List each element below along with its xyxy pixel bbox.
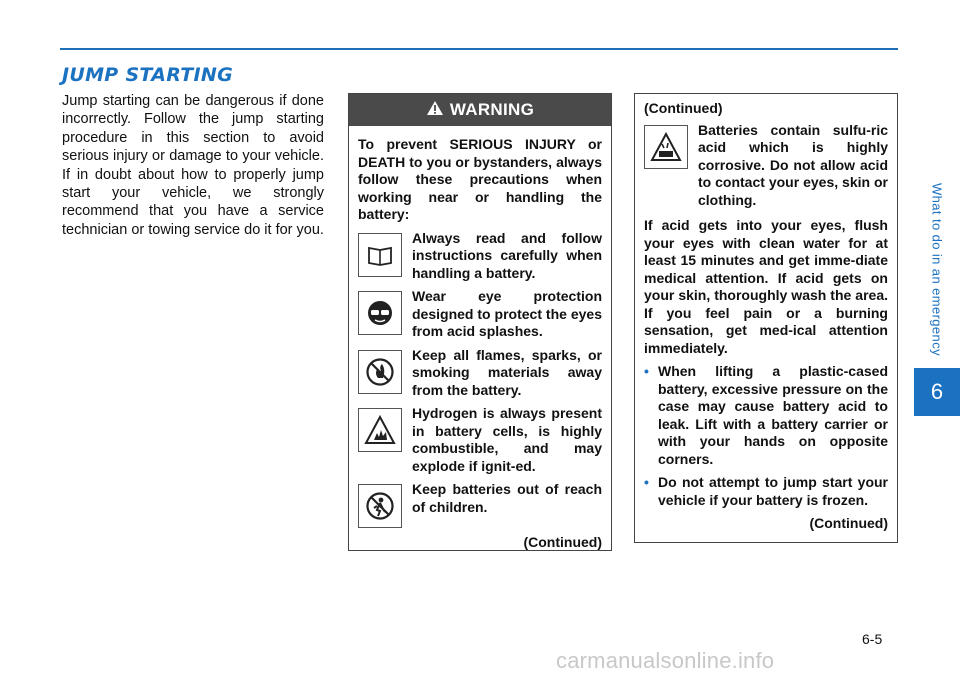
warning-triangle-icon — [426, 100, 444, 121]
warning-item — [644, 122, 888, 210]
continued-top-label: (Continued) — [644, 100, 723, 116]
explosion-icon — [358, 408, 402, 452]
watermark: carmanualsonline.info — [556, 648, 775, 673]
warning-intro: To prevent SERIOUS INJURY or DEATH to you or bystanders, always follow these precautions when working near or handling the battery: — [358, 136, 602, 222]
warning-item-text: Hydrogen is always present in battery cells, is highly combustible, and may explode if ignit-ed. — [412, 405, 602, 474]
acid-paragraph: If acid gets into your eyes, flush your eyes with clean water for at least 15 minutes and get imme-diate medical attention. If acid gets on your skin, thoroughly wash the area. If you feel pain or a burning sensation, get med-ical attention immediately. — [644, 217, 888, 356]
bullet-dot-icon: • — [644, 363, 649, 379]
warning-item-text: Always read and follow instructions carefully when handling a battery. — [412, 229, 602, 281]
warning-item — [358, 405, 602, 475]
warning-item — [358, 230, 602, 283]
chapter-title: What to do in an emergency — [929, 182, 945, 356]
warning-item — [358, 288, 602, 341]
page-number: 6-5 — [862, 631, 883, 647]
warning-item-text: Batteries contain sulfu-ric acid which is highly corrosive. Do not allow acid to contact your eyes, skin or clothing. — [698, 121, 888, 208]
continued-box — [634, 93, 898, 543]
chapter-side-tab — [914, 172, 960, 366]
section-heading: JUMP STARTING — [62, 64, 234, 86]
warning-title: WARNING — [449, 100, 535, 119]
warning-item — [358, 481, 602, 528]
eye-protection-icon — [358, 291, 402, 335]
warning-item-text: Keep all flames, sparks, or smoking materials away from the battery. — [412, 346, 602, 398]
bullet-text: Do not attempt to jump start your vehicle if your battery is frozen. — [658, 474, 888, 508]
top-rule — [60, 48, 898, 50]
no-flames-icon — [358, 350, 402, 394]
warning-item — [358, 347, 602, 400]
bullet-dot-icon: • — [644, 474, 649, 490]
warning-item-text: Keep batteries out of reach of children. — [412, 481, 602, 515]
warning-header — [349, 94, 611, 126]
chapter-number: 6 — [914, 368, 960, 416]
bullet-item — [644, 363, 888, 468]
manual-book-icon — [358, 233, 402, 277]
warning-item-text: Wear eye protection designed to protect the eyes from acid splashes. — [412, 288, 602, 339]
intro-paragraph: Jump starting can be dangerous if done incorrectly. Follow the jump starting procedure in this section to avoid serious injury or damage to your vehicle. If in doubt about how to properly jump start your vehicle, we strongly recommend that you have a service technician or towing service do it for you. — [62, 93, 324, 238]
bullet-text: When lifting a plastic-cased battery, excessive pressure on the case may cause battery acid to leak. Lift with a battery carrier or with your hands on opposite corners. — [658, 363, 888, 467]
acid-hazard-icon — [644, 125, 688, 169]
keep-children-away-icon — [358, 484, 402, 528]
continued-label: (Continued) — [809, 515, 888, 531]
warning-box — [348, 93, 612, 551]
continued-label: (Continued) — [523, 534, 602, 550]
bullet-item — [644, 474, 888, 509]
